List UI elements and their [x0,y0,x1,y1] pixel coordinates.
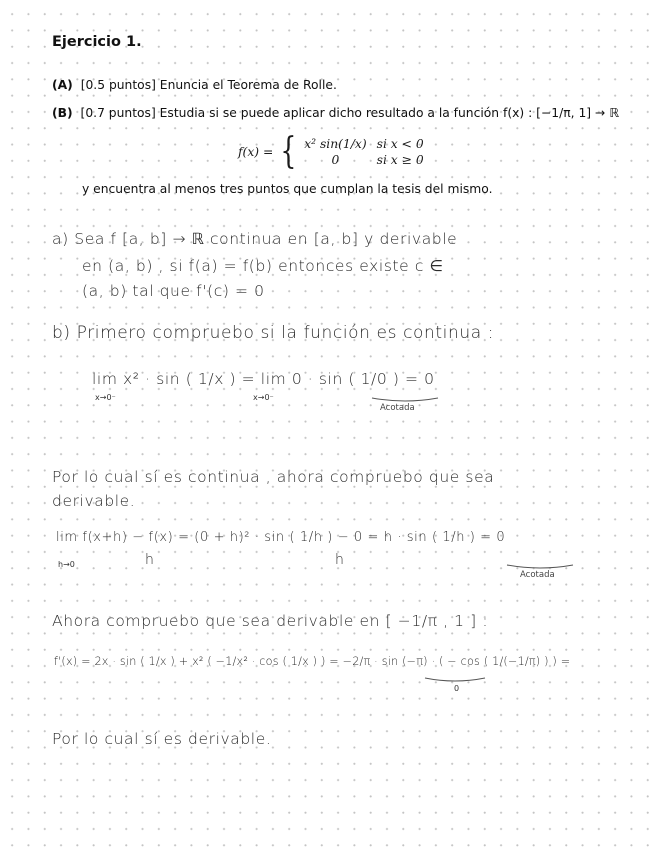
limit-subscript-2: x→0⁻ [253,393,274,402]
answer-a-line-3: (a, b) tal que f'(c) = 0 [82,282,265,300]
exercise-title: Ejercicio 1. [52,34,142,50]
derivative-denominator-2: h [335,552,345,568]
derivative-bounded-note: Acotada [520,570,555,580]
fprime-underbrace [425,678,485,681]
conclusion-line: Por lo cual sí es derivable. [52,730,272,748]
part-a-text: [0.5 puntos] Enuncia el Teorema de Rolle. [80,78,337,92]
part-b-text: [0.7 puntos] Estudia si se puede aplicar dicho resultado a la función f(x) : [−1/π, 1] → ℝ [80,106,619,120]
fprime-equation: f'(x) = 2x · sin ( 1/x ) + x² ( −1/x² · cos ( 1/x ) ) = −2/π · sin (−π) · ( − cos ( 1/(−1/π) ) ) = [54,655,571,668]
answer-b-intro: b) Primero compruebo si la función es continua : [52,323,495,343]
answer-a-line-2: en (a, b) , si f(a) = f(b) entonces existe c ∈ [82,257,444,275]
derivative-underbrace [507,565,573,568]
left-brace-icon: { [280,131,297,172]
answer-a-line-1: a) Sea f [a, b] → ℝ continua en [a, b] y derivable [52,230,458,248]
limit-equation: lim x² · sin ( 1/x ) = lim 0 · sin ( 1/0 ) = 0 [92,370,435,388]
case-1-condition: si x < 0 [376,137,424,151]
limit-subscript-1: x→0⁻ [95,393,116,402]
part-b-closing: y encuentra al menos tres puntos que cumplan la tesis del mismo. [82,182,493,196]
fprime-zero-note: 0 [454,684,460,693]
derivative-subscript: h→0 [58,560,75,569]
case-2-condition: si x ≥ 0 [376,153,424,167]
derivative-denominator-1: h [145,552,155,568]
part-a-tag: (A) [52,78,73,92]
limit-bounded-note: Acotada [380,403,415,413]
case-1-expression: x² sin(1/x) [304,137,367,151]
piecewise-lhs: f(x) = [238,145,274,159]
case-2-expression: 0 [331,153,340,167]
limit-underbrace [372,398,438,401]
derivative-intro-line-1: Por lo cual sí es continua , ahora compruebo que sea [52,468,495,486]
derivative-equation: lim f(x+h) − f(x) = (0 + h)² · sin ( 1/h ) − 0 = h · sin ( 1/h ) = 0 [56,530,506,545]
part-b-tag: (B) [52,106,73,120]
interval-derivability-line: Ahora compruebo que sea derivable en [ −1/π , 1 ] : [52,612,489,630]
derivative-intro-line-2: derivable. [52,492,136,510]
